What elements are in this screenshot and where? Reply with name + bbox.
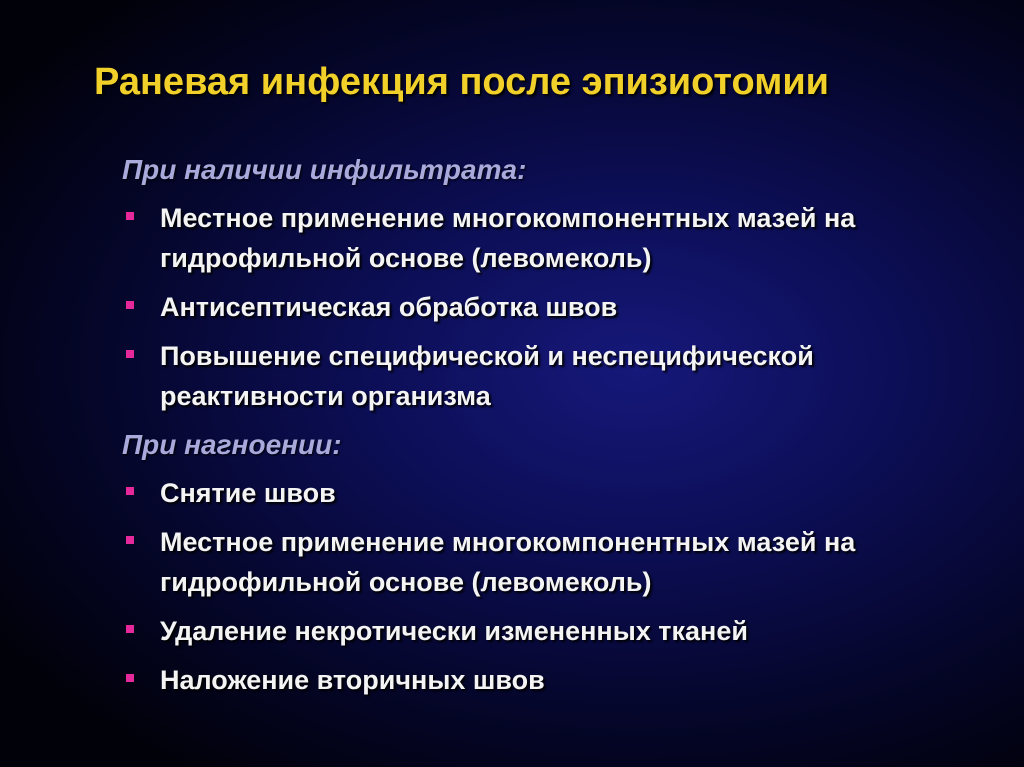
list-item: [122, 611, 1002, 651]
list-item: [122, 336, 1002, 416]
list-item: [122, 198, 1002, 278]
list-item-text: Удаление некротически измененных тканей: [160, 616, 748, 646]
section-heading: При нагноении:: [122, 429, 342, 460]
slide-title: Раневая инфекция после эпизиотомии: [94, 61, 830, 103]
section-heading: При наличии инфильтрата:: [122, 154, 527, 185]
square-bullet-icon: [126, 301, 134, 309]
list-item: [122, 473, 1002, 513]
list-item: [122, 522, 1002, 602]
slide-content: [122, 150, 1002, 709]
list-item-text: Местное применение многокомпонентных мазей на гидрофильной основе (левомеколь): [160, 203, 856, 273]
square-bullet-icon: [126, 625, 134, 633]
bullet-list: [122, 473, 1002, 700]
list-item-text: Местное применение многокомпонентных мазей на гидрофильной основе (левомеколь): [160, 527, 856, 597]
square-bullet-icon: [126, 350, 134, 358]
square-bullet-icon: [126, 536, 134, 544]
square-bullet-icon: [126, 487, 134, 495]
square-bullet-icon: [126, 674, 134, 682]
list-item: [122, 660, 1002, 700]
list-item-text: Наложение вторичных швов: [160, 665, 545, 695]
section-suppuration: [122, 425, 1002, 700]
bullet-list: [122, 198, 1002, 416]
list-item: [122, 287, 1002, 327]
list-item-text: Снятие швов: [160, 478, 336, 508]
list-item-text: Антисептическая обработка швов: [160, 292, 618, 322]
square-bullet-icon: [126, 212, 134, 220]
section-infiltrate: [122, 150, 1002, 416]
list-item-text: Повышение специфической и неспецифической реактивности организма: [160, 341, 814, 411]
